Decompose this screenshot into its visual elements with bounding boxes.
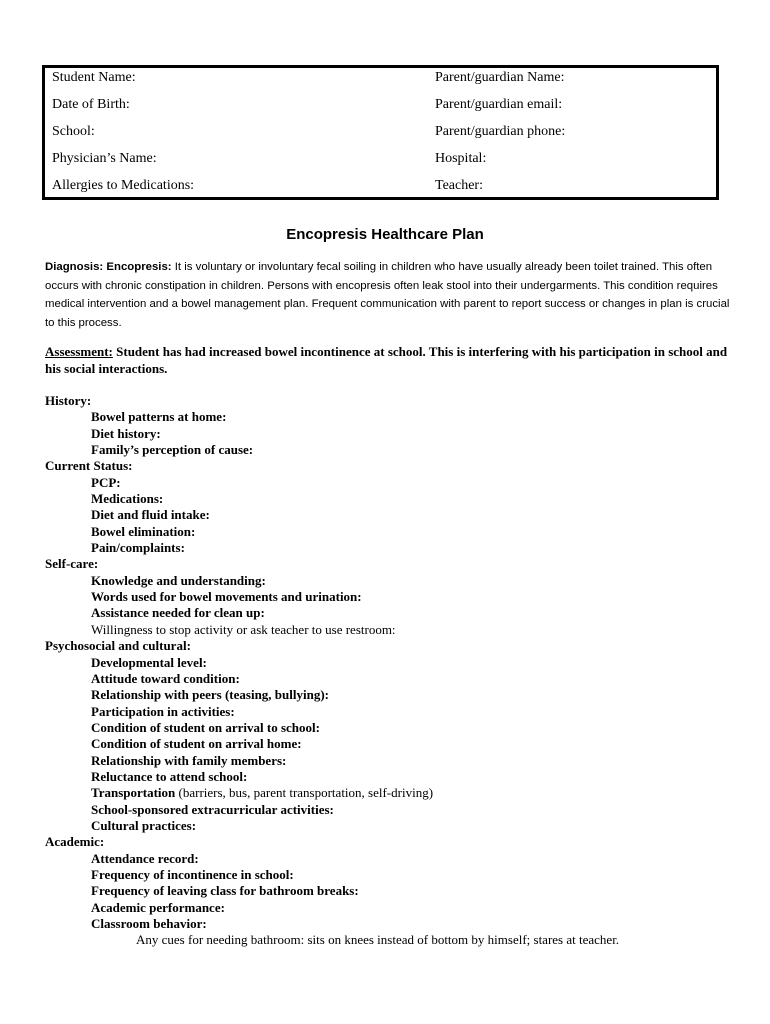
outline-item-label: Bowel patterns at home: [91,409,227,425]
outline-item-label: Frequency of leaving class for bathroom breaks: [91,883,359,899]
outline-item-label: Relationship with family members: [91,752,287,768]
outline-item-label: Diet and fluid intake: [91,507,210,523]
outline-item [45,507,745,523]
outline-item-label: School-sponsored extracurricular activities: [91,801,334,817]
outline-item-label: Relationship with peers (teasing, bullying): [91,687,329,703]
outline-item-label: Frequency of incontinence in school: [91,866,294,882]
outline-item-label: Words used for bowel movements and urination: [91,589,362,605]
outline-item [45,671,745,687]
outline-item [45,442,745,458]
diagnosis-paragraph [45,258,735,333]
physician-label: Physician’s Name: [52,151,157,166]
outline-item [45,475,745,491]
outline-item [45,802,745,818]
outline-subitem: Any cues for needing bathroom: sits on knees instead of bottom by himself; stares at teacher. [136,932,620,948]
outline-item-label: Participation in activities: [91,703,235,719]
section-heading: Academic: [45,834,105,850]
info-row [45,97,716,117]
diagnosis-text: It is voluntary or involuntary fecal soiling in children who have usually already been toilet trained. This often occurs with chronic constipation in children. Persons with encopresis often leak stool into their undergarments. This condition requires medical intervention and a bowel management plan. Frequent communication with parent to report success or changes in plan is crucial to this process. [45,261,730,330]
section-heading: Psychosocial and cultural: [45,638,191,654]
outline-item [45,851,745,867]
outline-item-label: Condition of student on arrival home: [91,736,302,752]
outline-item-label: Diet history: [91,425,161,441]
outline-item [45,573,745,589]
hospital-label: Hospital: [435,151,487,166]
outline-item-label: Academic performance: [91,899,225,915]
outline-item [45,720,745,736]
outline-item [45,524,745,540]
dob-label: Date of Birth: [52,97,130,112]
outline-item-label: Transportation [91,785,176,801]
outline-item-label: Knowledge and understanding: [91,572,266,588]
outline-item [45,900,745,916]
assessment-outline [45,393,745,949]
info-row [45,178,716,198]
outline-item [45,491,745,507]
outline-item [45,785,745,801]
parent-email-label: Parent/guardian email: [435,97,563,112]
teacher-label: Teacher: [435,178,483,193]
outline-item [45,409,745,425]
school-label: School: [52,124,95,139]
assessment-label: Assessment: [45,344,113,359]
outline-item-label: Willingness to stop activity or ask teacher to use restroom: [91,621,396,637]
outline-item-label: Pain/complaints: [91,540,185,556]
outline-item [45,589,745,605]
info-row [45,124,716,144]
outline-item [45,622,745,638]
student-name-label: Student Name: [52,70,136,85]
outline-item [45,916,745,932]
allergies-label: Allergies to Medications: [52,178,195,193]
info-row [45,70,716,90]
parent-name-label: Parent/guardian Name: [435,70,565,85]
outline-item-label: Medications: [91,491,164,507]
section-heading: Self-care: [45,556,99,572]
diagnosis-label: Diagnosis: Encopresis: [45,261,172,273]
assessment-paragraph [45,343,735,377]
section-heading: Current Status: [45,458,133,474]
outline-item-label: Attitude toward condition: [91,670,240,686]
outline-item-label: PCP: [91,474,121,490]
assessment-text: Student has had increased bowel incontinence at school. This is interfering with his participation in school and his social interactions. [45,344,728,376]
outline-item [45,818,745,834]
outline-item [45,753,745,769]
outline-item-label: Family’s perception of cause: [91,442,254,458]
outline-item-label: Cultural practices: [91,817,197,833]
outline-item [45,736,745,752]
outline-item-label: Developmental level: [91,654,207,670]
outline-item-label: Condition of student on arrival to school: [91,719,320,735]
outline-item [45,540,745,556]
student-info-box [42,65,719,200]
outline-item-note: (barriers, bus, parent transportation, self-driving) [175,785,434,801]
outline-item [45,426,745,442]
outline-item-label: Assistance needed for clean up: [91,605,265,621]
parent-phone-label: Parent/guardian phone: [435,124,566,139]
outline-item [45,704,745,720]
section-heading: History: [45,393,92,408]
outline-item [45,655,745,671]
outline-item [45,867,745,883]
page-title: Encopresis Healthcare Plan [286,226,484,243]
outline-item-label: Reluctance to attend school: [91,768,248,784]
outline-item-label: Bowel elimination: [91,523,196,539]
info-row [45,151,716,171]
outline-item-label: Classroom behavior: [91,916,207,931]
outline-item [45,605,745,621]
outline-item [45,687,745,703]
outline-item-label: Attendance record: [91,850,199,866]
outline-item [45,769,745,785]
outline-item [45,883,745,899]
